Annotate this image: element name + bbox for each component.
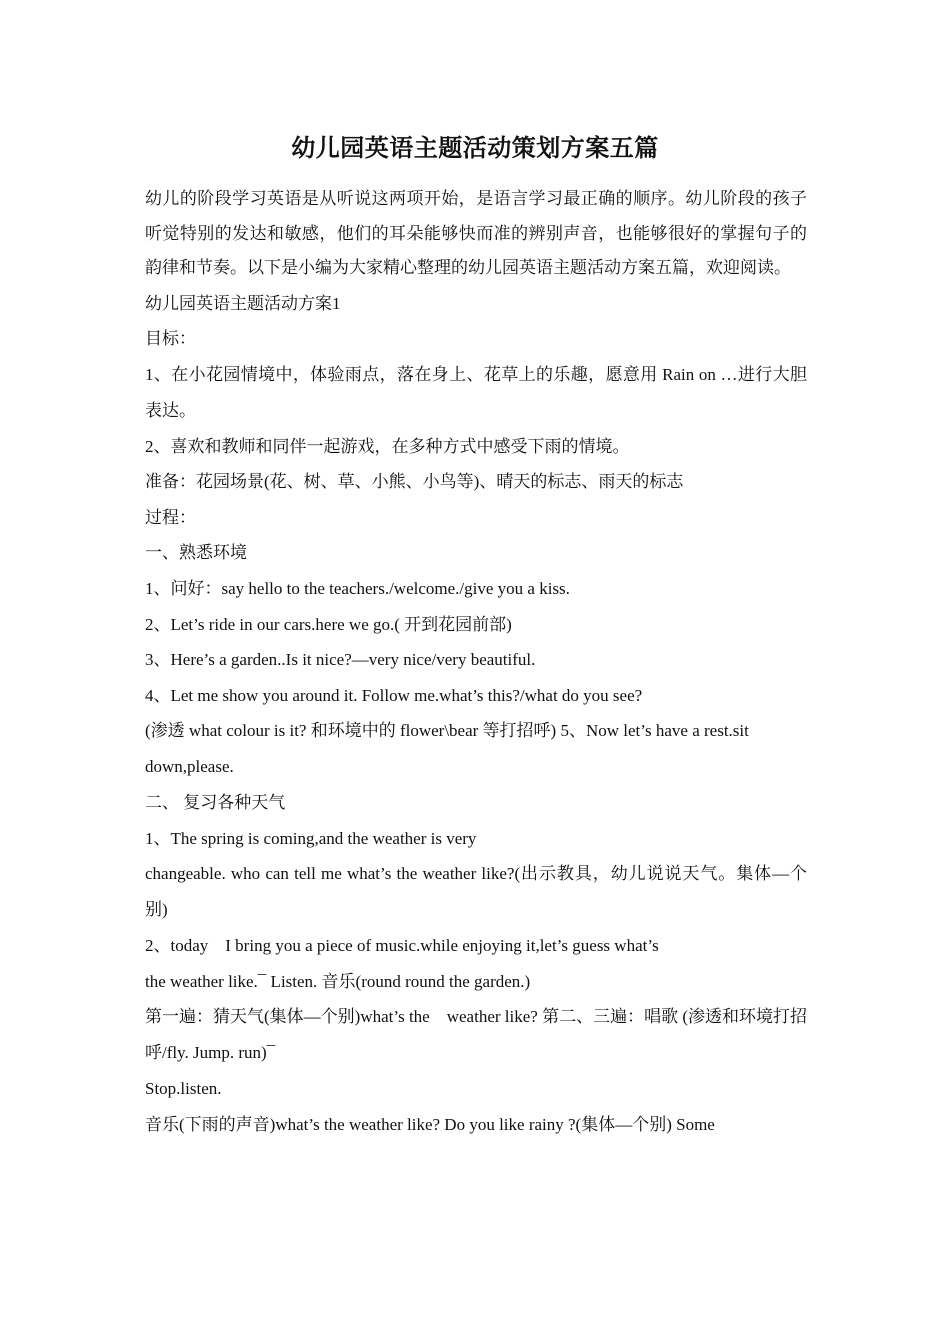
step-1-item-5-cont: down,please. bbox=[145, 757, 234, 777]
step-2-item-2-cont: the weather like.¯ Listen. 音乐(round round the garden.) bbox=[145, 971, 531, 991]
step-2-rounds: 第一遍：猜天气(集体—个别)what’s the weather like? 第二、三遍：唱歌 (渗透和环境打招呼/fly. Jump. run)¯ bbox=[145, 1007, 807, 1063]
step-1-item-5: (渗透 what colour is it? 和环境中的 flower\bear 等打招呼) 5、Now let’s have a rest.sit bbox=[145, 721, 749, 741]
step-1-item-4: 4、Let me show you around it. Follow me.what’s this?/what do you see? bbox=[145, 685, 643, 705]
goal-item-1: 1、在小花园情境中，体验雨点，落在身上、花草上的乐趣，愿意用 Rain on …进行大胆表达。 bbox=[145, 364, 807, 420]
step-1-item-3: 3、Here’s a garden..Is it nice?—very nice/very beautiful. bbox=[145, 650, 536, 670]
step-heading-2: 二、 复习各种天气 bbox=[145, 793, 286, 813]
step-2-item-2: 2、today I bring you a piece of music.while enjoying it,let’s guess what’s bbox=[145, 936, 659, 956]
step-2-stop: Stop.listen. bbox=[145, 1079, 222, 1099]
step-1-item-2: 2、Let’s ride in our cars.here we go.( 开到花园前部) bbox=[145, 614, 512, 634]
step-1-item-1: 1、问好：say hello to the teachers./welcome./give you a kiss. bbox=[145, 579, 570, 599]
section-heading-plan-1: 幼儿园英语主题活动方案1 bbox=[145, 293, 341, 313]
process-label: 过程： bbox=[145, 507, 196, 527]
step-heading-1: 一、熟悉环境 bbox=[145, 543, 247, 563]
goal-item-2: 2、喜欢和教师和同伴一起游戏，在多种方式中感受下雨的情境。 bbox=[145, 436, 630, 456]
step-2-rain-music: 音乐(下雨的声音)what’s the weather like? Do you like rainy ?(集体—个别) Some bbox=[145, 1115, 715, 1134]
intro-paragraph: 幼儿的阶段学习英语是从听说这两项开始，是语言学习最正确的顺序。幼儿阶段的孩子听觉特别的发达和敏感，他们的耳朵能够快而准的辨别声音，也能够很好的掌握句子的韵律和节奏。以下是小编为大家精心整理的幼儿园英语主题活动方案五篇，欢迎阅读。 bbox=[145, 189, 807, 277]
step-2-item-1: 1、The spring is coming,and the weather is very bbox=[145, 828, 477, 848]
document-body bbox=[145, 182, 807, 1143]
document-title: 幼儿园英语主题活动策划方案五篇 bbox=[291, 136, 659, 162]
goal-label: 目标： bbox=[145, 329, 196, 349]
step-2-item-1-cont: changeable. who can tell me what’s the weather like?(出示教具，幼儿说说天气。集体—个别) bbox=[145, 864, 807, 920]
preparation-line: 准备：花园场景(花、树、草、小熊、小鸟等)、晴天的标志、雨天的标志 bbox=[145, 472, 684, 492]
